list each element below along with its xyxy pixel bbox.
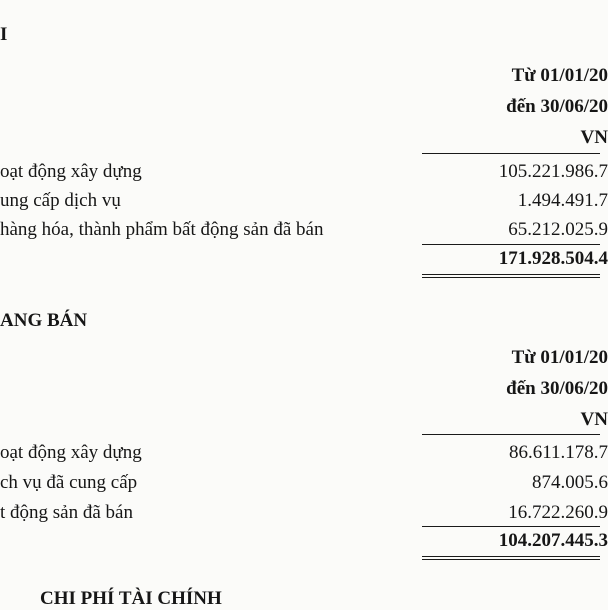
revenue-period-to: đến 30/06/20	[506, 96, 608, 117]
cogs-row-label: oạt động xây dựng	[0, 442, 142, 463]
revenue-row-value: 1.494.491.7	[517, 190, 608, 211]
cogs-currency: VN	[580, 409, 608, 430]
section-number-fragment: I	[0, 24, 8, 45]
revenue-currency: VN	[580, 127, 608, 148]
cogs-header-rule	[422, 434, 600, 435]
revenue-total: 171.928.504.4	[498, 248, 608, 269]
revenue-row-value: 65.212.025.9	[508, 219, 608, 240]
cogs-row-label: t động sản đã bán	[0, 502, 133, 523]
revenue-subtotal-rule	[422, 244, 600, 245]
cogs-period-to: đến 30/06/20	[506, 378, 608, 399]
next-section-heading-clip	[0, 588, 340, 609]
cogs-row-value: 16.722.260.9	[508, 502, 608, 523]
cogs-period-from: Từ 01/01/20	[511, 347, 608, 368]
revenue-row-label: hàng hóa, thành phẩm bất động sản đã bán	[0, 219, 324, 240]
revenue-header-rule	[422, 153, 600, 154]
cogs-row-label: ch vụ đã cung cấp	[0, 472, 138, 493]
cogs-row-value: 86.611.178.7	[508, 442, 608, 463]
cogs-total: 104.207.445.3	[498, 530, 608, 551]
revenue-period-from: Từ 01/01/20	[511, 65, 608, 86]
cogs-total-double-rule	[422, 556, 600, 560]
revenue-total-double-rule	[422, 274, 600, 278]
next-section-heading: CHI PHÍ TÀI CHÍNH	[40, 588, 222, 609]
revenue-row-value: 105.221.986.7	[498, 161, 608, 182]
cogs-row-value: 874.005.6	[532, 472, 608, 493]
cogs-subtotal-rule	[422, 526, 600, 527]
revenue-row-label: oạt động xây dựng	[0, 161, 142, 182]
cogs-heading: ANG BÁN	[0, 310, 88, 331]
revenue-row-label: ung cấp dịch vụ	[0, 190, 121, 211]
